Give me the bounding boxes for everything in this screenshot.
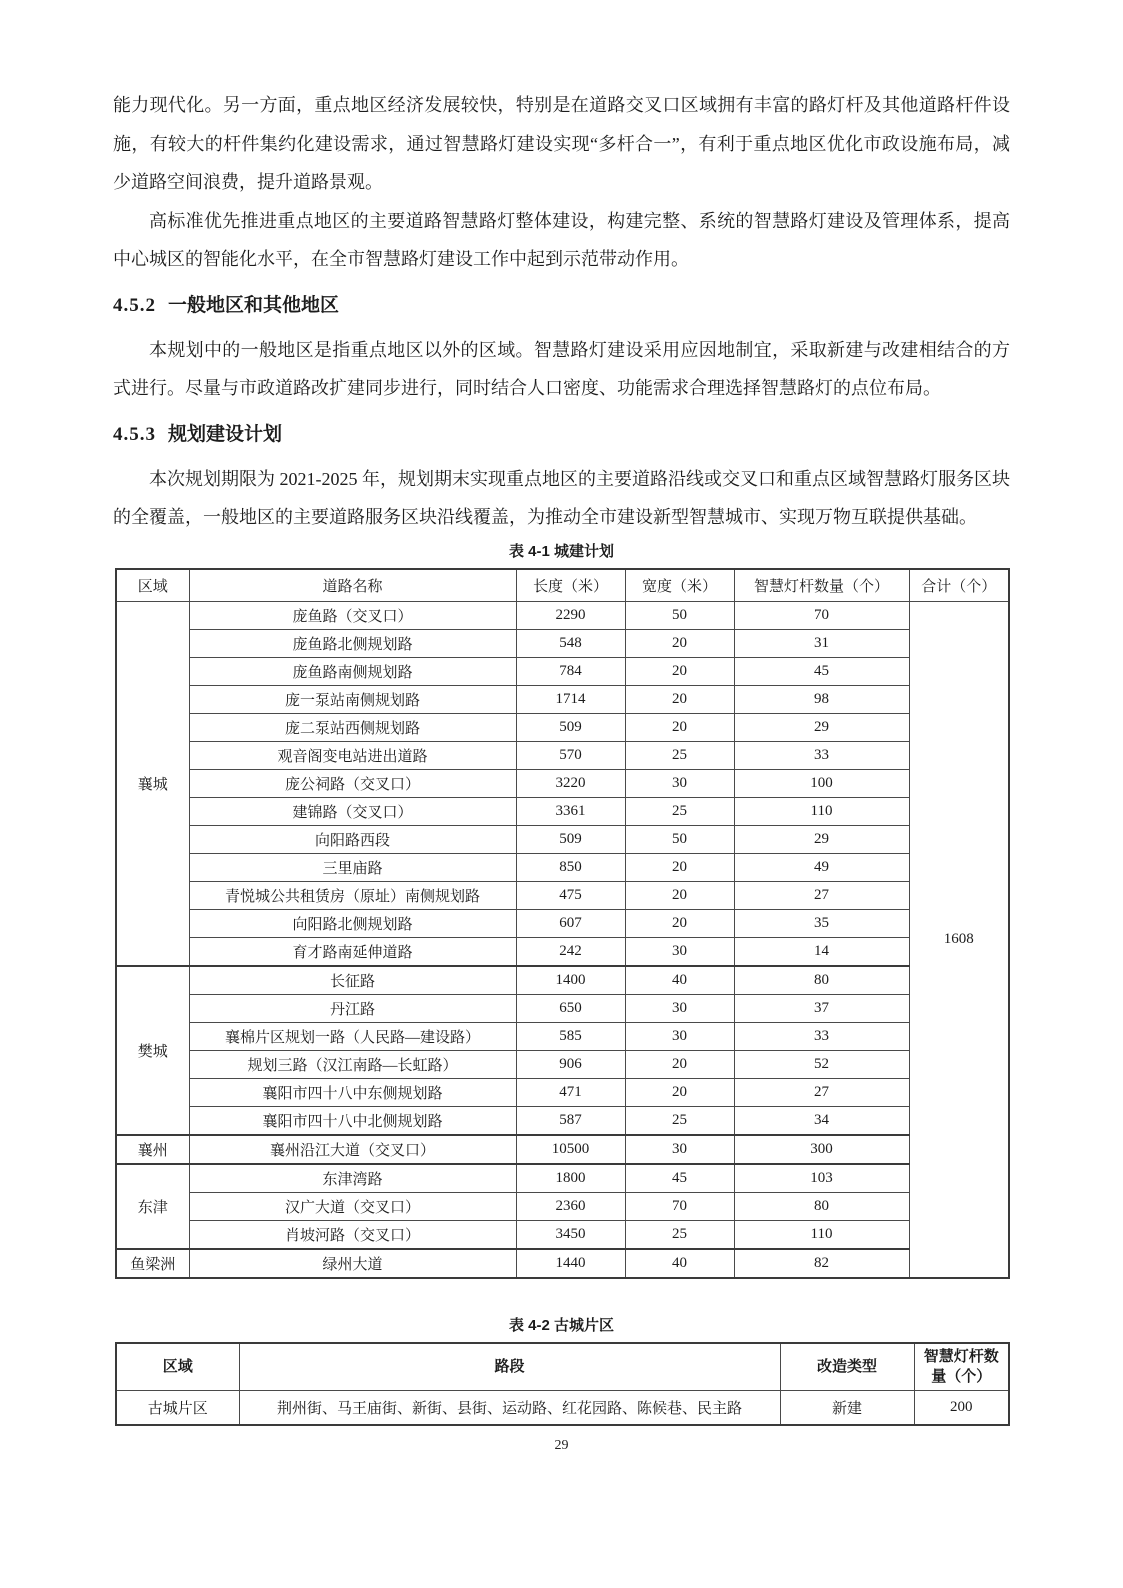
table-row [116, 741, 1009, 769]
length-cell: 607 [516, 909, 625, 937]
table-row [116, 1106, 1009, 1135]
road-name-cell: 绿州大道 [189, 1249, 516, 1278]
length-cell: 509 [516, 825, 625, 853]
section-number: 4.5.3 [113, 423, 156, 445]
length-cell: 10500 [516, 1135, 625, 1164]
road-name-cell: 向阳路西段 [189, 825, 516, 853]
length-cell: 2360 [516, 1192, 625, 1220]
page-number: 29 [554, 1438, 569, 1453]
road-name-cell: 青悦城公共租赁房（原址）南侧规划路 [189, 881, 516, 909]
paragraph-continuation: 能力现代化。另一方面，重点地区经济发展较快，特别是在道路交叉口区域拥有丰富的路灯杆及其他道路杆件设施，有较大的杆件集约化建设需求，通过智慧路灯建设实现“多杆合一”，有利于重点地区优化市政设施布局，减少道路空间浪费，提升道路景观。 [113, 95, 1010, 192]
page-content [113, 86, 1010, 1426]
road-name-cell: 庞公祠路（交叉口） [189, 769, 516, 797]
table-row [116, 1249, 1009, 1278]
table-4-1-construction-plan [115, 568, 1010, 1279]
road-name-cell: 长征路 [189, 966, 516, 995]
width-cell: 25 [625, 1220, 734, 1249]
length-cell: 3361 [516, 797, 625, 825]
pole-count-cell: 110 [734, 1220, 909, 1249]
road-name-cell: 观音阁变电站进出道路 [189, 741, 516, 769]
column-header: 宽度（米） [625, 569, 734, 602]
pole-count-cell: 82 [734, 1249, 909, 1278]
road-name-cell: 庞一泵站南侧规划路 [189, 685, 516, 713]
road-name-cell: 规划三路（汉江南路—长虹路） [189, 1050, 516, 1078]
road-name-cell: 襄阳市四十八中北侧规划路 [189, 1106, 516, 1135]
table-row [116, 853, 1009, 881]
road-name-cell: 庞二泵站西侧规划路 [189, 713, 516, 741]
pole-count-cell: 31 [734, 629, 909, 657]
length-cell: 2290 [516, 601, 625, 629]
road-name-cell: 汉广大道（交叉口） [189, 1192, 516, 1220]
table-row [116, 657, 1009, 685]
table-row [116, 769, 1009, 797]
table-row [116, 797, 1009, 825]
length-cell: 3450 [516, 1220, 625, 1249]
column-header: 合计（个） [909, 569, 1009, 602]
width-cell: 20 [625, 657, 734, 685]
table-row [116, 909, 1009, 937]
paragraph: 高标准优先推进重点地区的主要道路智慧路灯整体建设，构建完整、系统的智慧路灯建设及管理体系，提高中心城区的智能化水平，在全市智慧路灯建设工作中起到示范带动作用。 [113, 210, 1010, 269]
column-header: 智慧灯杆数量（个） [734, 569, 909, 602]
length-cell: 1714 [516, 685, 625, 713]
width-cell: 25 [625, 1106, 734, 1135]
pole-count-cell: 29 [734, 825, 909, 853]
length-cell: 650 [516, 994, 625, 1022]
table-row [116, 1050, 1009, 1078]
length-cell: 585 [516, 1022, 625, 1050]
paragraph: 本规划中的一般地区是指重点地区以外的区域。智慧路灯建设采用应因地制宜，采取新建与改建相结合的方式进行。尽量与市政道路改扩建同步进行，同时结合人口密度、功能需求合理选择智慧路灯的点位布局。 [113, 339, 1010, 398]
width-cell: 20 [625, 1050, 734, 1078]
region-cell: 东津 [116, 1164, 189, 1249]
table-row [116, 685, 1009, 713]
width-cell: 30 [625, 769, 734, 797]
width-cell: 40 [625, 1249, 734, 1278]
table-4-2-old-town-area [115, 1342, 1010, 1426]
width-cell: 20 [625, 685, 734, 713]
column-header: 区域 [116, 569, 189, 602]
pole-count-cell: 34 [734, 1106, 909, 1135]
width-cell: 50 [625, 825, 734, 853]
length-cell: 784 [516, 657, 625, 685]
length-cell: 1440 [516, 1249, 625, 1278]
road-name-cell: 襄棉片区规划一路（人民路—建设路） [189, 1022, 516, 1050]
pole-count-cell: 14 [734, 937, 909, 966]
width-cell: 20 [625, 853, 734, 881]
pole-count-cell: 29 [734, 713, 909, 741]
table-header-row [116, 569, 1009, 602]
region-cell: 鱼梁洲 [116, 1249, 189, 1278]
pole-count-cell: 35 [734, 909, 909, 937]
length-cell: 242 [516, 937, 625, 966]
length-cell: 471 [516, 1078, 625, 1106]
width-cell: 30 [625, 1135, 734, 1164]
width-cell: 20 [625, 909, 734, 937]
pole-count-cell: 33 [734, 741, 909, 769]
section-number: 4.5.2 [113, 294, 156, 316]
table-header-row [116, 1343, 1009, 1391]
table-row [116, 937, 1009, 966]
table-row [116, 601, 1009, 629]
column-header: 长度（米） [516, 569, 625, 602]
length-cell: 906 [516, 1050, 625, 1078]
road-name-cell: 肖坡河路（交叉口） [189, 1220, 516, 1249]
pole-count-cell: 80 [734, 966, 909, 995]
table-row [116, 966, 1009, 995]
pole-count-cell: 37 [734, 994, 909, 1022]
section-title: 一般地区和其他地区 [168, 294, 340, 316]
length-cell: 850 [516, 853, 625, 881]
pole-count-cell: 49 [734, 853, 909, 881]
width-cell: 30 [625, 994, 734, 1022]
width-cell: 45 [625, 1164, 734, 1193]
road-name-cell: 丹江路 [189, 994, 516, 1022]
pole-count-cell: 52 [734, 1050, 909, 1078]
length-cell: 570 [516, 741, 625, 769]
width-cell: 25 [625, 797, 734, 825]
table-row [116, 1135, 1009, 1164]
table-row [116, 994, 1009, 1022]
pole-count-cell: 103 [734, 1164, 909, 1193]
table-row [116, 825, 1009, 853]
length-cell: 1800 [516, 1164, 625, 1193]
width-cell: 20 [625, 713, 734, 741]
table-row [116, 1220, 1009, 1249]
width-cell: 70 [625, 1192, 734, 1220]
width-cell: 40 [625, 966, 734, 995]
table-row [116, 629, 1009, 657]
pole-count-cell: 100 [734, 769, 909, 797]
pole-count-cell: 200 [914, 1390, 1009, 1425]
table-4-1-title: 表 4-1 城建计划 [508, 542, 614, 560]
length-cell: 548 [516, 629, 625, 657]
area-cell: 古城片区 [116, 1390, 239, 1425]
road-name-cell: 庞鱼路（交叉口） [189, 601, 516, 629]
road-name-cell: 襄阳市四十八中东侧规划路 [189, 1078, 516, 1106]
length-cell: 475 [516, 881, 625, 909]
grand-total-cell: 1608 [909, 601, 1009, 1278]
pole-count-cell: 27 [734, 1078, 909, 1106]
width-cell: 20 [625, 1078, 734, 1106]
road-name-cell: 庞鱼路南侧规划路 [189, 657, 516, 685]
pole-count-cell: 45 [734, 657, 909, 685]
road-name-cell: 东津湾路 [189, 1164, 516, 1193]
width-cell: 20 [625, 629, 734, 657]
column-header: 智慧灯杆数量（个） [914, 1343, 1009, 1391]
length-cell: 1400 [516, 966, 625, 995]
column-header: 区域 [116, 1343, 239, 1391]
width-cell: 50 [625, 601, 734, 629]
road-name-cell: 育才路南延伸道路 [189, 937, 516, 966]
road-section-cell: 荆州街、马王庙街、新街、县街、运动路、红花园路、陈候巷、民主路 [239, 1390, 780, 1425]
length-cell: 509 [516, 713, 625, 741]
paragraph: 本次规划期限为 2021-2025 年，规划期末实现重点地区的主要道路沿线或交叉口和重点区域智慧路灯服务区块的全覆盖，一般地区的主要道路服务区块沿线覆盖，为推动全市建设新型智慧城市、实现万物互联提供基础。 [113, 468, 1010, 527]
road-name-cell: 三里庙路 [189, 853, 516, 881]
pole-count-cell: 70 [734, 601, 909, 629]
column-header: 道路名称 [189, 569, 516, 602]
table-row [116, 1078, 1009, 1106]
table-row [116, 713, 1009, 741]
width-cell: 20 [625, 881, 734, 909]
table-4-2-title: 表 4-2 古城片区 [508, 1316, 614, 1334]
pole-count-cell: 33 [734, 1022, 909, 1050]
region-cell: 襄城 [116, 601, 189, 966]
section-heading-4-5-3 [113, 422, 1010, 448]
column-header: 改造类型 [780, 1343, 914, 1391]
table-row [116, 1022, 1009, 1050]
section-title: 规划建设计划 [168, 423, 283, 445]
width-cell: 30 [625, 937, 734, 966]
table-row [116, 881, 1009, 909]
table-row [116, 1390, 1009, 1425]
section-heading-4-5-2 [113, 293, 1010, 319]
renovation-type-cell: 新建 [780, 1390, 914, 1425]
road-name-cell: 襄州沿江大道（交叉口） [189, 1135, 516, 1164]
column-header: 路段 [239, 1343, 780, 1391]
table-row [116, 1192, 1009, 1220]
pole-count-cell: 27 [734, 881, 909, 909]
length-cell: 587 [516, 1106, 625, 1135]
width-cell: 30 [625, 1022, 734, 1050]
pole-count-cell: 98 [734, 685, 909, 713]
road-name-cell: 向阳路北侧规划路 [189, 909, 516, 937]
width-cell: 25 [625, 741, 734, 769]
region-cell: 樊城 [116, 966, 189, 1135]
pole-count-cell: 80 [734, 1192, 909, 1220]
road-name-cell: 建锦路（交叉口） [189, 797, 516, 825]
region-cell: 襄州 [116, 1135, 189, 1164]
road-name-cell: 庞鱼路北侧规划路 [189, 629, 516, 657]
pole-count-cell: 110 [734, 797, 909, 825]
length-cell: 3220 [516, 769, 625, 797]
table-row [116, 1164, 1009, 1193]
pole-count-cell: 300 [734, 1135, 909, 1164]
